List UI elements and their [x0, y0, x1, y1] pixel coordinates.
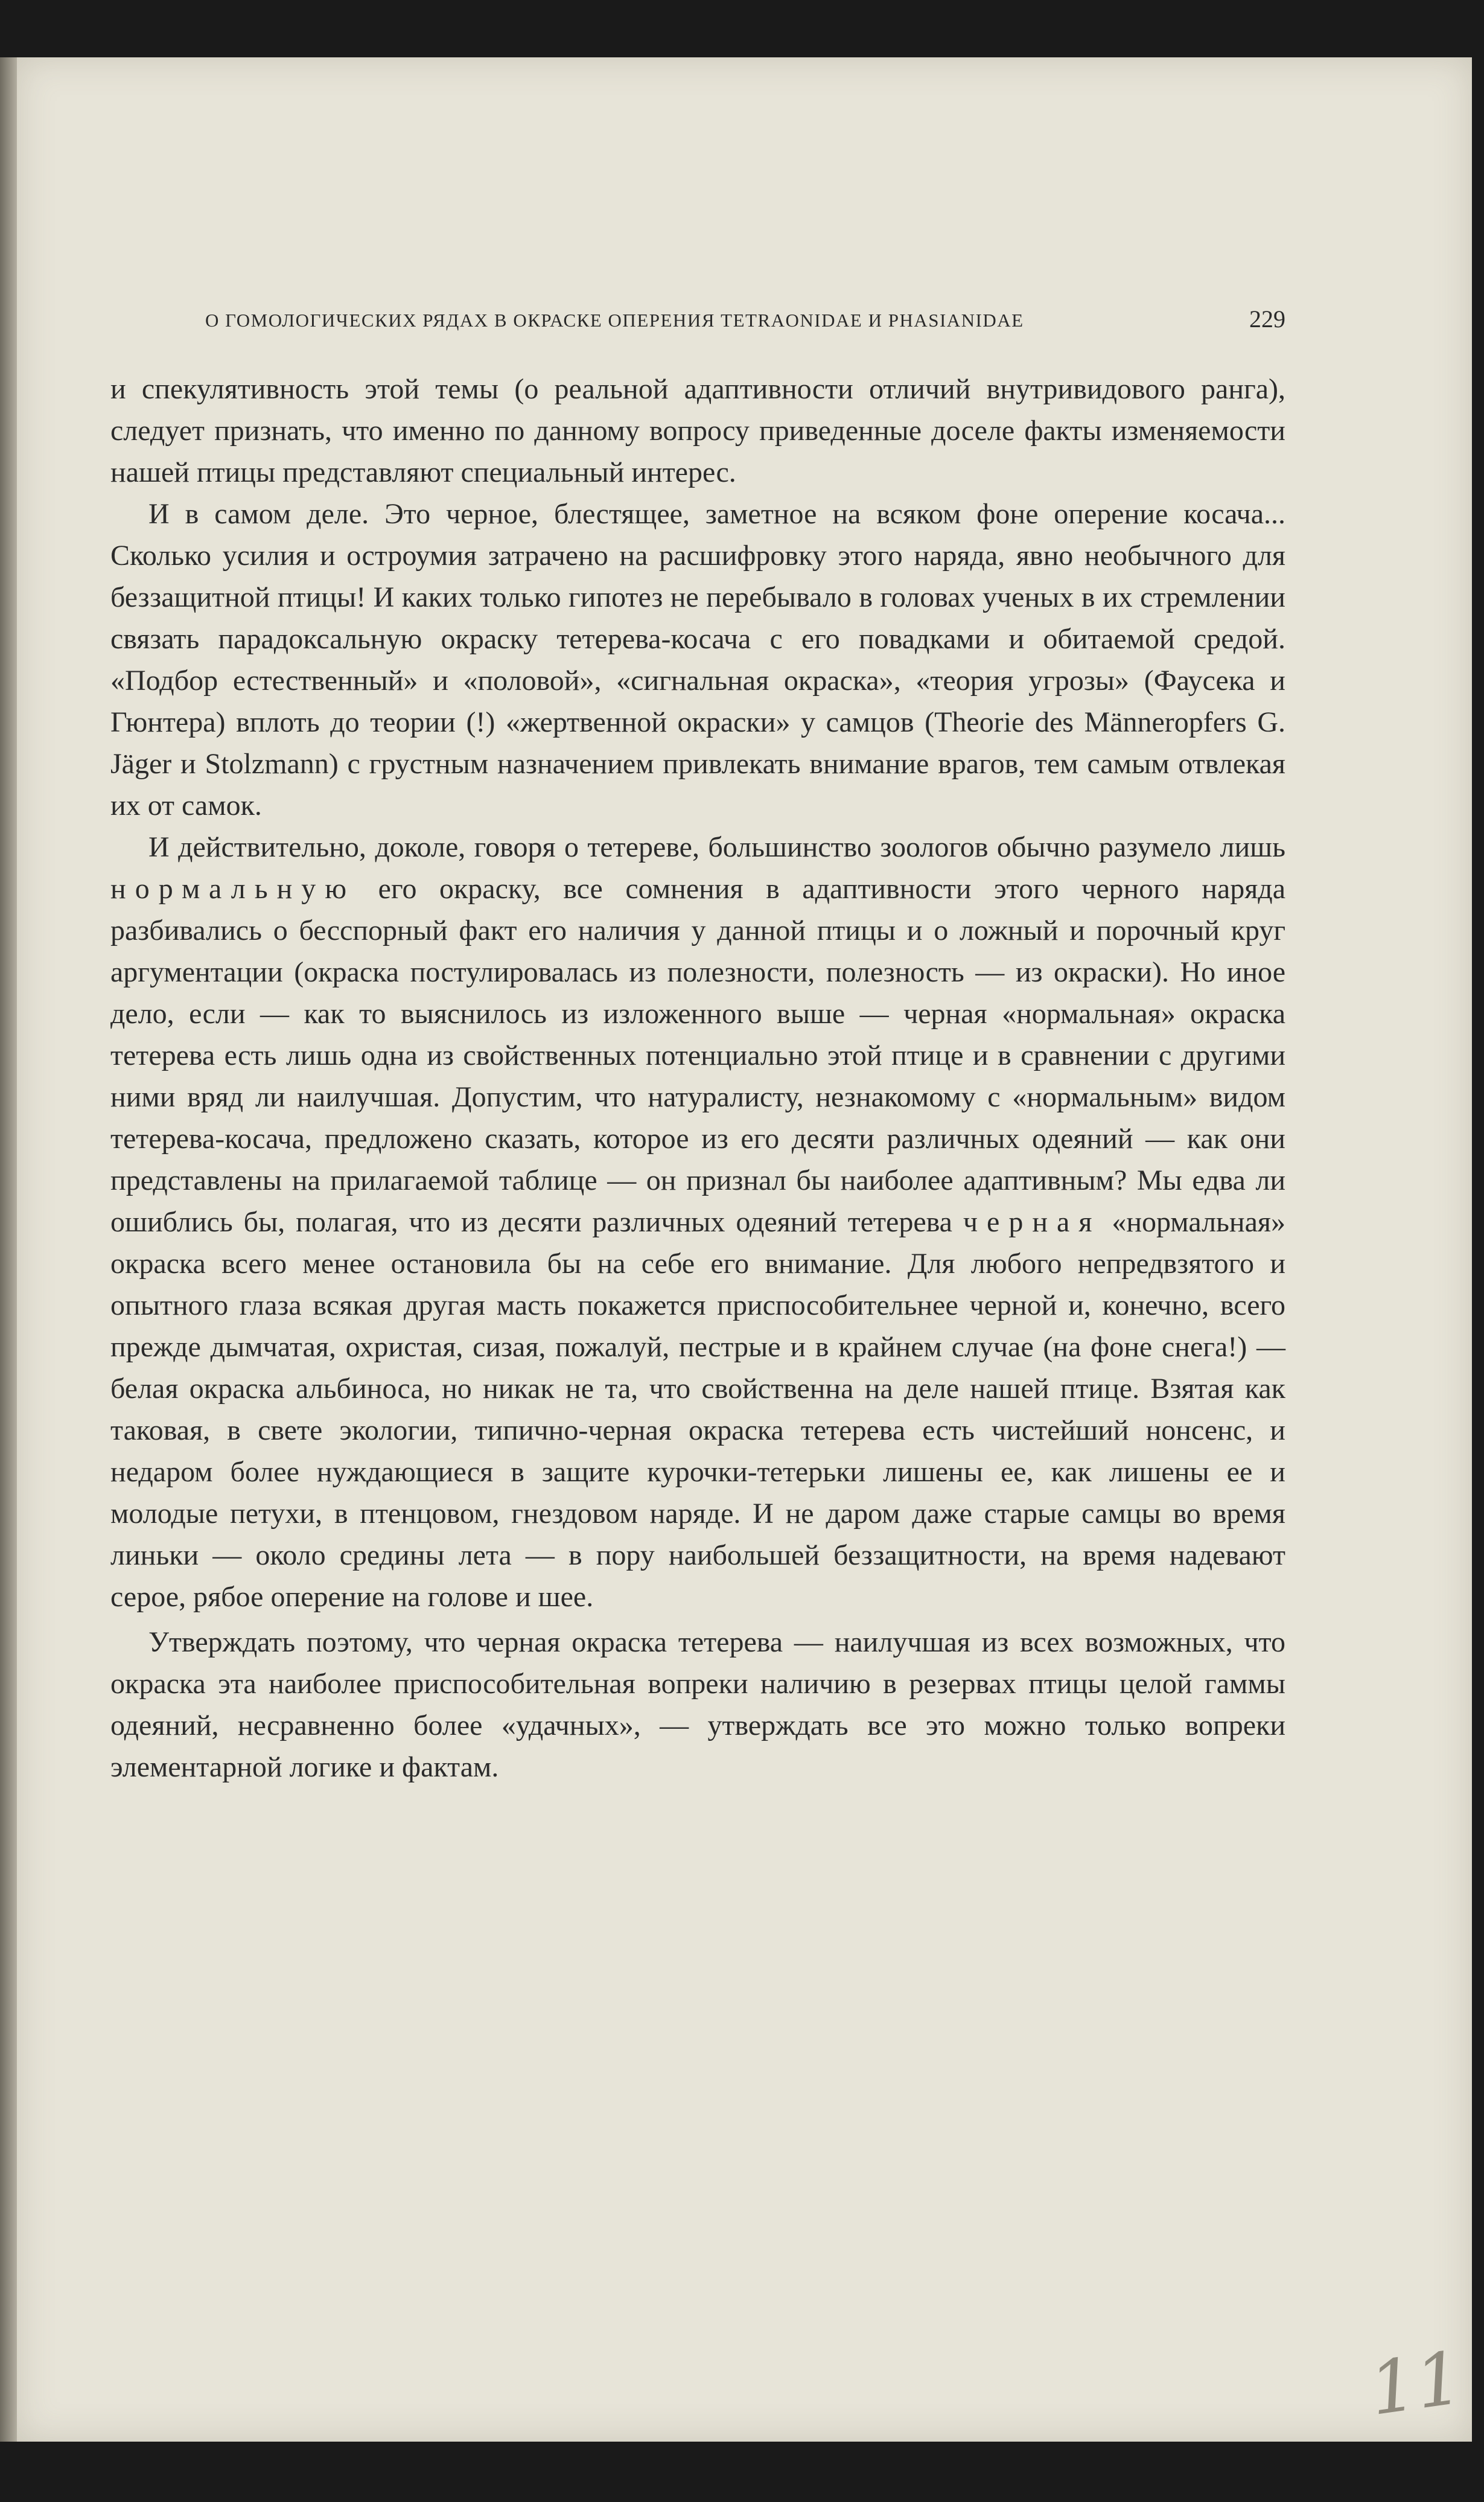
running-title: О ГОМОЛОГИЧЕСКИХ РЯДАХ В ОКРАСКЕ ОПЕРЕНИЯ TETRAONIDAE И PHASIANIDAE [205, 310, 1024, 331]
paragraph-1: и спекулятивность этой темы (о реальной адаптивности отличий внутривидового ранга), следует признать, что именно по данному вопросу приведенные доселе факты изменяемости нашей птицы представляют специальный интерес. [110, 373, 1285, 488]
body-text [110, 368, 1285, 1788]
page-header [205, 305, 1285, 341]
spaced-word-black: черная [963, 1206, 1101, 1238]
paragraph-3-part-2: его окраску, все сомнения в адаптивности этого черного наряда разбивались о бесспорный факт его наличия у данной птицы и о ложный и порочный круг аргументации (окраска постулировалась из полезности, полезность — из окраски). Но иное дело, если — как то выяснилось из изложенного выше — черная «нормальная» окраска тетерева есть лишь одна из свойственных потенциально этой птице и в сравнении с другими ними вряд ли наилучшая. Допустим, что натуралисту, незнакомому с «нормальным» видом тетерева-косача, предложено сказать, которое из его десяти различных одеяний — как они представлены на прилагаемой таблице — он признал бы наиболее адаптивным? Мы едва ли ошиблись бы, полагая, что из десяти различных одеяний тетерева [110, 873, 1285, 1238]
paragraph-4: Утверждать поэтому, что черная окраска тетерева — наилучшая из всех возможных, что окраска эта наиболее приспособительная вопреки наличию в резервах птицы целой гаммы одеяний, несравненно более «удачных», — утверждать все это можно только вопреки элементарной логике и фактам. [110, 1626, 1285, 1783]
paragraph-2: И в самом деле. Это черное, блестящее, заметное на всяком фоне оперение косача... Сколько усилия и остроумия затрачено на расшифровку этого наряда, явно необычного для беззащитной птицы! И каких только гипотез не перебывало в головах ученых в их стремлении связать парадоксальную окраску тетерева-косача с его повадками и обитаемой средой. «Подбор естественный» и «половой», «сигнальная окраска», «теория угрозы» (Фаусека и Гюнтера) вплоть до теории (!) «жертвенной окраски» у самцов (Theorie des Männeropfers G. Jäger и Stolzmann) с грустным назначением привлекать внимание врагов, тем самым отвлекая их от самок. [110, 498, 1285, 822]
spaced-word-normal: нормальную [110, 873, 356, 905]
paragraph-3 [110, 826, 1285, 1618]
page-number: 229 [1249, 305, 1285, 333]
paragraph-3-part-1: И действительно, доколе, говоря о тетереве, большинство зоологов обычно разумело лишь [148, 831, 1285, 863]
handwritten-margin-note: 11 [1365, 2336, 1468, 2432]
paragraph-3-part-3: «нормальная» окраска всего менее остановила бы на себе его внимание. Для любого непредвзятого и опытного глаза всякая другая масть покажется приспособительнее черной и, конечно, всего прежде дымчатая, охристая, сизая, пожалуй, пестрые и в крайнем случае (на фоне снега!) — белая окраска альбиноса, но никак не та, что свойственна на деле нашей птице. Взятая как таковая, в свете экологии, типично-черная окраска тетерева есть чистейший нонсенс, и недаром более нуждающиеся в защите курочки-тетерьки лишены ее, как лишены ее и молодые петухи, в птенцовом, гнездовом наряде. И не даром даже старые самцы во время линьки — около средины лета — в пору наибольшей беззащитности, на время надевают серое, рябое оперение на голове и шее. [110, 1206, 1285, 1613]
